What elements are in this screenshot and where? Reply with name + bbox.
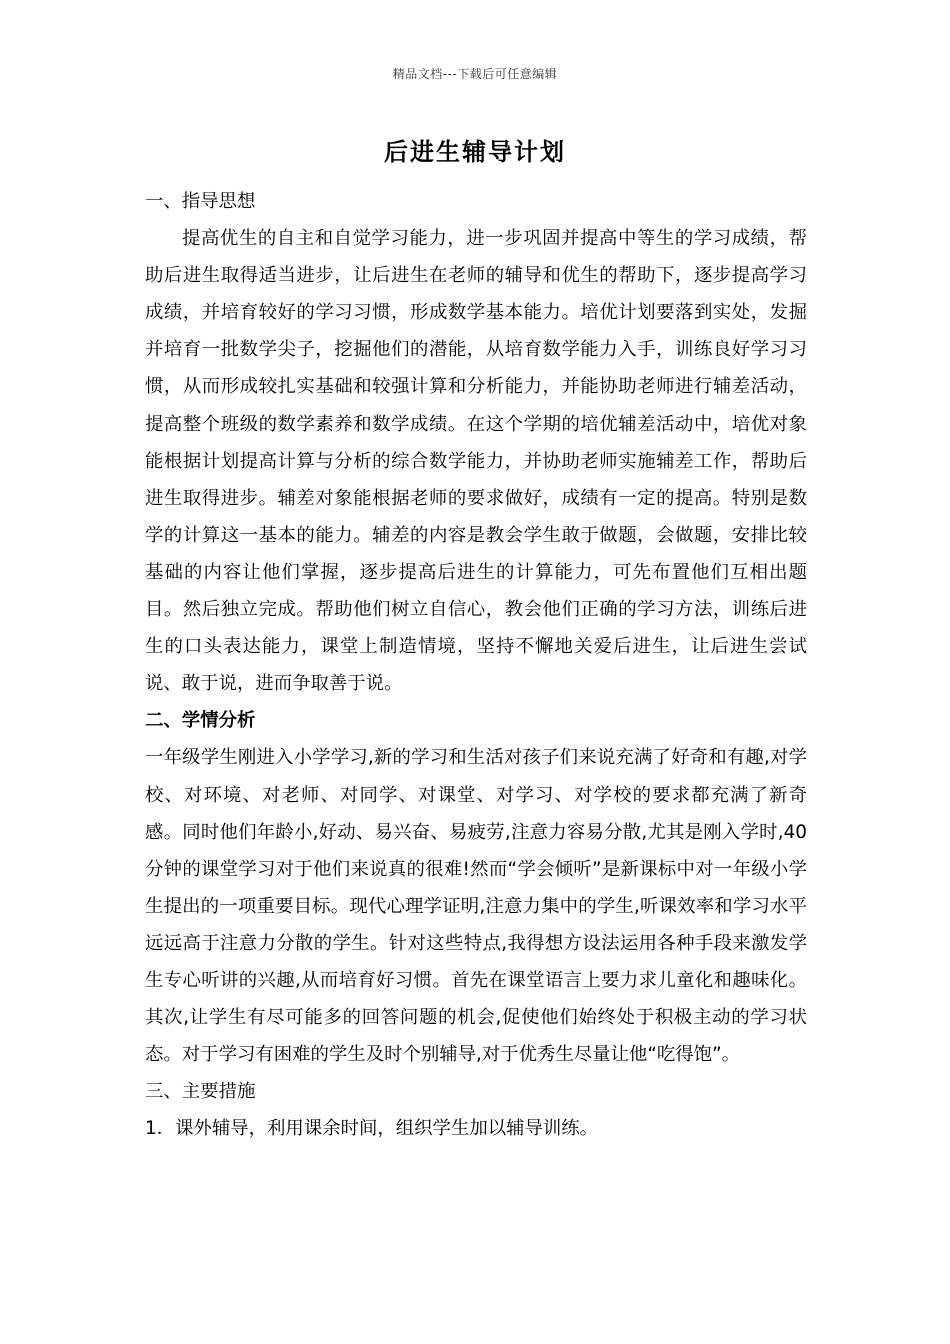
section-heading-main-measures: 三、主要措施	[145, 1081, 256, 1103]
document-title: 后进生辅导计划	[384, 138, 566, 166]
section-heading-guiding-thought: 一、指导思想	[145, 191, 256, 212]
list-item-measure-1: 1．课外辅导，利用课余时间，组织学生加以辅导训练。	[145, 1118, 599, 1140]
document-body	[145, 183, 807, 1147]
header-note: 精品文档---下载后可任意编辑	[392, 67, 558, 81]
paragraph-guiding-thought: 提高优生的自主和自觉学习能力，进一步巩固并提高中等生的学习成绩，帮助后进生取得适当进步，让后进生在老师的辅导和优生的帮助下，逐步提高学习成绩，并培育较好的学习习惯，形成数学基本能力。培优计划要落到实处，发掘并培育一批数学尖子，挖掘他们的潜能，从培育数学能力入手，训练良好学习习惯，从而形成较扎实基础和较强计算和分析能力，并能协助老师进行辅差活动，提高整个班级的数学素养和数学成绩。在这个学期的培优辅差活动中，培优对象能根据计划提高计算与分析的综合数学能力，并协助老师实施辅差工作，帮助后进生取得进步。辅差对象能根据老师的要求做好，成绩有一定的提高。特别是数学的计算这一基本的能力。辅差的内容是教会学生敢于做题，会做题，安排比较基础的内容让他们掌握，逐步提高后进生的计算能力，可先布置他们互相出题目。然后独立完成。帮助他们树立自信心，教会他们正确的学习方法，训练后进生的口头表达能力，课堂上制造情境，坚持不懈地关爱后进生，让后进生尝试说、敢于说，进而争取善于说。	[145, 228, 807, 695]
section-heading-student-analysis: 二、学情分析	[145, 710, 256, 732]
paragraph-student-analysis: 一年级学生刚进入小学学习,新的学习和生活对孩子们来说充满了好奇和有趣,对学校、对环境、对老师、对同学、对课堂、对学习、对学校的要求都充满了新奇感。同时他们年龄小,好动、易兴奋、易疲劳,注意力容易分散,尤其是刚入学时,40分钟的课堂学习对于他们来说真的很难!然而“学会倾听”是新课标中对一年级小学生提出的一项重要目标。现代心理学证明,注意力集中的学生,听课效率和学习水平远远高于注意力分散的学生。针对这些特点,我得想方设法运用各种手段来激发学生专心听讲的兴趣,从而培育好习惯。首先在课堂语言上要力求儿童化和趣味化。其次,让学生有尽可能多的回答问题的机会,促使他们始终处于积极主动的学习状态。对于学习有困难的学生及时个别辅导,对于优秀生尽量让他“吃得饱”。	[145, 747, 807, 1066]
